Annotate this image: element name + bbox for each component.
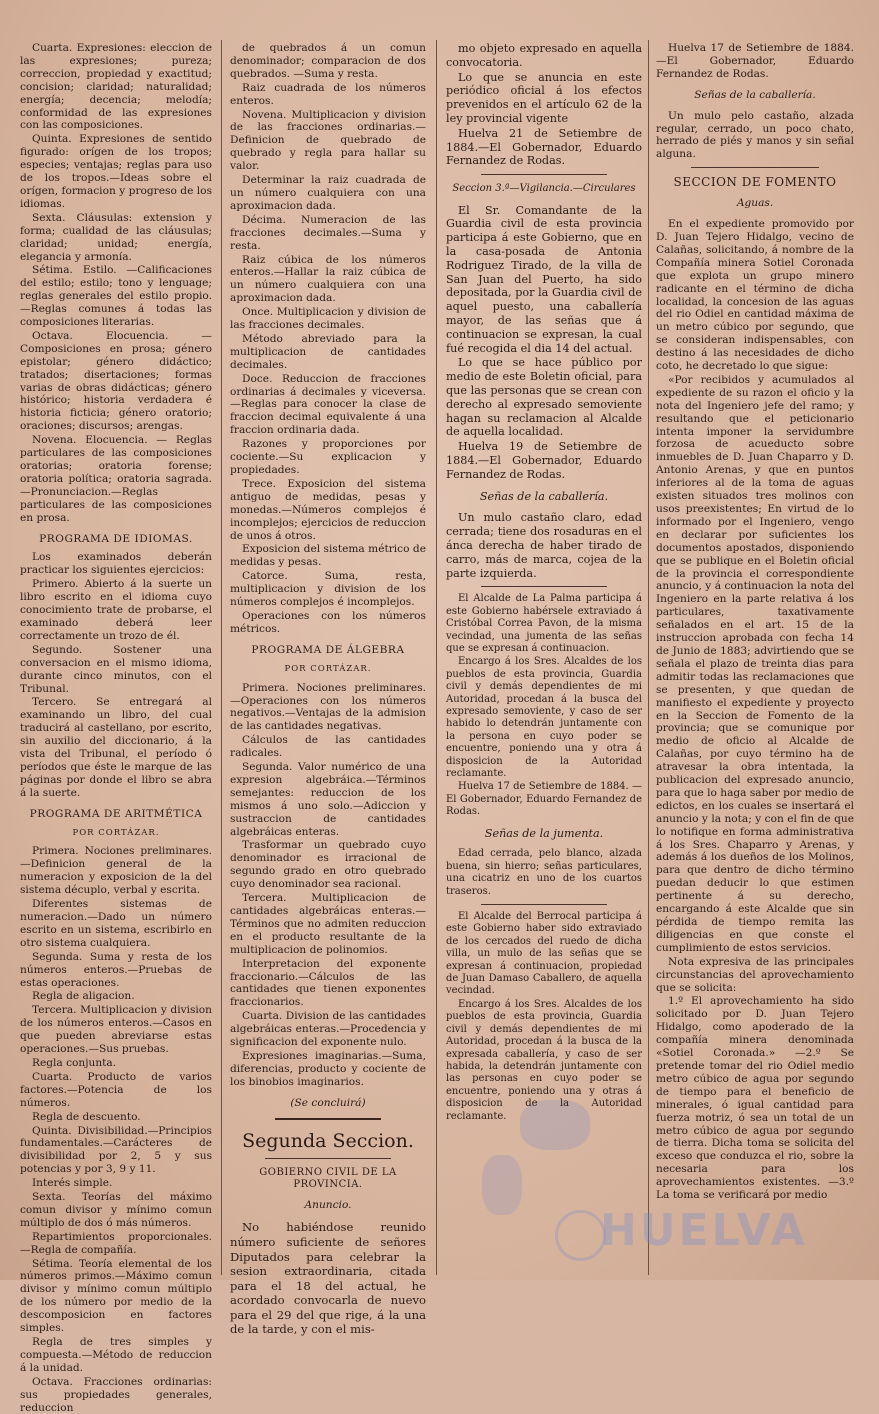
paragraph: Trece. Exposicion del sistema antiguo de medidas, pesas y monedas.—Números complejos é incomplejos; ejercicios de reduccion de unos á otros.	[230, 477, 426, 542]
paragraph: Catorce. Suma, resta, multiplicacion y division de los números complejos é incomplejos.	[230, 570, 426, 609]
section-heading: SECCION DE FOMENTO	[673, 175, 837, 190]
divider	[691, 167, 819, 168]
paragraph: El Sr. Comandante de la Guardia civil de esta provincia participa á este Gobierno, que en la casa-posada de Antonia Rodriguez Tirado, de la villa de San Juan del Puerto, ha sido depositada, por la Guardia civil de aquel puesto, una caballería mayor, de las señas que á continuacion se expresan, la cual fué recogida el dia 14 del actual.	[446, 203, 642, 355]
paragraph: Cálculos de las cantidades radicales.	[230, 734, 426, 760]
column-3	[446, 42, 642, 1277]
paragraph: Los examinados deberán practicar los siguientes ejercicios:	[20, 551, 212, 577]
paragraph: Segundo. Sostener una conversacion en el mismo idioma, durante cinco minutos, con el Tribunal.	[20, 643, 212, 695]
paragraph: Doce. Reduccion de fracciones ordinarias á decimales y viceversa. —Reglas para conocer la clase de fraccion decimal equivalente á una fraccion ordinaria dada.	[230, 372, 426, 437]
paragraph: En el expediente promovido por D. Juan Tejero Hidalgo, vecino de Calañas, solicitando, á nombre de la Compañía minera Sotiel Coronada que explota un grupo minero radicante en el término de dicha localidad, la concesion de las aguas del rio Odiel en cantidad máxima de un metro cúbico por segundo, que se consideran indispensables, con destino á las necesidades de dicho coto, he decretado lo que sigue:	[656, 218, 854, 373]
paragraph: Interés simple.	[32, 1177, 113, 1190]
paragraph: Primera. Nociones preliminares. —Definicion general de la numeracion y exposicion de la del sistema décuplo, verbal y escrita.	[20, 845, 212, 897]
column-1	[20, 42, 212, 1414]
paragraph: Cuarta. Expresiones: eleccion de las expresiones; pureza; correccion, propiedad y exactitud; concision; claridad; naturalidad; energía; decencia; melodía; conformidad de las expresiones con las composiciones.	[20, 42, 212, 132]
paragraph: Huelva 17 de Setiembre de 1884. —El Gobernador, Eduardo Fernandez de Rodas.	[446, 781, 642, 818]
paragraph: mo objeto expresado en aquella convocatoria.	[446, 42, 642, 69]
paragraph: Décima. Numeracion de las fracciones decimales.—Suma y resta.	[230, 213, 426, 252]
paragraph: Novena. Multiplicacion y division de las fracciones ordinarias.—Definicion de quebrado de quebrado y regla para hallar su valor.	[230, 108, 426, 173]
paragraph: Nota expresiva de las principales circunstancias del aprovechamiento que se solicita:	[656, 955, 854, 994]
divider	[275, 1118, 381, 1120]
paragraph: Tercera. Multiplicacion y division de los números enteros.—Casos en que pueden abreviarse estas operaciones.—Sus pruebas.	[20, 1004, 212, 1056]
paragraph: Razones y proporciones por cociente.—Su explicacion y propiedades.	[230, 438, 426, 476]
column-2	[230, 42, 426, 1337]
column-4	[656, 42, 854, 1277]
paragraph: Encargo á los Sres. Alcaldes de los pueblos de esta provincia, Guardia civil y demás dependientes de mi Autoridad, procedan á la busca del expresado semoviente, y caso de ser habido lo detendrán juntamente con la persona en cuyo poder se encuentre, poniendo una y otra á disposicion de la Autoridad reclamante.	[446, 656, 642, 779]
paragraph: Primero. Abierto á la suerte un libro escrito en el idioma cuyo conocimiento trate de probarse, el examinado deberá leer correctamente un trozo de él.	[20, 578, 212, 642]
section-heading: PROGRAMA DE ÁLGEBRA	[251, 643, 405, 656]
paragraph: Huelva 21 de Setiembre de 1884.—El Gobernador, Eduardo Fernandez de Rodas.	[446, 126, 642, 168]
paragraph: Diferentes sistemas de numeracion.—Dado un número escrito en un sistema, escribirlo en otro sistema cualquiera.	[20, 898, 212, 949]
section-heading: PROGRAMA DE IDIOMAS.	[39, 532, 193, 545]
paragraph: Sétima. Estilo. —Calificaciones del estilo; estilo; tono y lenguage; reglas generales del estilo propio.—Reglas comunes á todas las composiciones literarias.	[20, 264, 212, 329]
paragraph: Segunda. Suma y resta de los números enteros.—Pruebas de estas operaciones.	[20, 950, 212, 989]
paragraph: Quinta. Divisibilidad.—Principios fundamentales.—Carácteres de divisibilidad por 2, 5 y sus potencias y por 3, 9 y 11.	[20, 1124, 212, 1176]
paragraph: Raiz cúbica de los números enteros.—Hallar la raiz cúbica de un número cualquiera con una aproximacion dada.	[230, 253, 426, 305]
paragraph: Quinta. Expresiones de sentido figurado: orígen de los tropos; especies; ventajas; reglas para uso de los tropos.—Ideas sobre el orígen, formacion y progreso de los idiomas.	[20, 133, 212, 210]
section-heading: PROGRAMA DE ARITMÉTICA	[29, 807, 203, 820]
paragraph: Primera. Nociones preliminares. —Operaciones con los números negativos.—Ventajas de la admision de las cantidades negativas.	[230, 681, 426, 733]
paragraph: Regla conjunta.	[32, 1056, 117, 1069]
paragraph: Repartimientos proporcionales.—Regla de compañía.	[20, 1230, 212, 1256]
divider	[481, 586, 607, 587]
column-rule	[221, 40, 222, 1275]
divider	[481, 174, 607, 175]
section-subheading: Señas de la caballería.	[694, 88, 816, 101]
paragraph: de quebrados á un comun denominador; comparacion de dos quebrados. —Suma y resta.	[230, 42, 426, 80]
paragraph: Regla de descuento.	[32, 1110, 141, 1123]
paragraph: Once. Multiplicacion y division de las fracciones decimales.	[230, 306, 426, 332]
paragraph: Regla de aligacion.	[32, 990, 135, 1003]
paragraph: Lo que se hace público por medio de este Boletin oficial, para que las personas que se crean con derecho al expresado semoviente hagan su reclamacion al Alcalde de aquella localidad.	[446, 356, 642, 439]
section-subheading: Anuncio.	[304, 1199, 352, 1212]
paragraph: Segunda. Valor numérico de una expresion algebráica.—Términos semejantes: reduccion de los mismos á uno solo.—Adiccion y sustraccion de cantidades algebráicas enteras.	[230, 761, 426, 838]
paragraph: El Alcalde del Berrocal participa á este Gobierno haber sido extraviado de los cercados del ruedo de dicha villa, un mulo de las señas que se expresan á continuacion, propiedad de Juan Damaso Caballero, de aquella vecindad.	[446, 911, 642, 997]
paragraph: «Por recibidos y acumulados al expediente de su razon el oficio y la nota del Ingeniero jefe del ramo; y resultando que el peticionario intenta imponer la servidumbre forzosa de acueducto sobre inmuebles de D. Juan Chaparro y D. Antonio Arenas, y que en puntos inferiores al de la toma de aguas existen situados tres molinos con usos preexistentes; En virtud de lo informado por el Ingeniero, vengo en declarar por suficientes los documentos apostados, disponiendo que se publique en el Boletin oficial de la provincia el correspondiente anuncio, y á continuacion la nota del Ingeniero en la parte relativa á los particulares, taxativamente señalados en el art. 15 de la instruccion aprobada con fecha 14 de Junio de 1883; advirtiendo que se señala el plazo de treinta dias para admitir todas las reclamaciones que se presenten, y que quedan de manifiesto el expediente y proyecto en la Seccion de Fomento de la provincia; que se comunique por medio de oficio al Alcalde de Calañas, por cuyo término ha de atravesar la obra intentada, la publicacion del expresado anuncio, para que lo haga saber por medio de edictos, en los cuales se insertará el anuncio y la nota; y con el fin de que lo notifique en forma administrativa á los Sres. Chaparro y Arenas, y además á los dueños de los Molinos, para que dentro de dicho término puedan deducir lo que estimen pertinente á su derecho, encargando á este Alcalde que sin pérdida de tiempo remita las diligencias en que conste el cumplimiento de estos servicios.	[656, 373, 854, 954]
paragraph: Huelva 17 de Setiembre de 1884. —El Gobernador, Eduardo Fernandez de Rodas.	[656, 42, 854, 80]
column-rule	[648, 40, 649, 1275]
section-subheading: Señas de la jumenta.	[484, 826, 604, 840]
paragraph: Huelva 19 de Setiembre de 1884.—El Gobernador, Eduardo Fernandez de Rodas.	[446, 440, 642, 481]
paragraph: Lo que se anuncia en este periódico oficial á los efectos prevenidos en el artículo 62 de la ley provincial vigente	[446, 70, 642, 125]
continued-note: (Se concluirá)	[290, 1096, 366, 1109]
section-subheading: Señas de la caballería.	[479, 489, 609, 503]
paragraph: Un mulo pelo castaño, alzada regular, cerrado, un poco chato, herrado de piés y manos y sin señal alguna.	[656, 109, 854, 161]
paragraph: El Alcalde de La Palma participa á este Gobierno habérsele extraviado á Cristóbal Correa Pavon, de la misma vecindad, una jumenta de las señas que se expresan á continuacion.	[446, 593, 642, 654]
section-title: Segunda Seccion.	[242, 1129, 414, 1152]
divider	[265, 1158, 391, 1159]
section-subheading: Aguas.	[736, 197, 774, 210]
paragraph: Regla de tres simples y compuesta.—Método de reduccion á la unidad.	[20, 1336, 212, 1374]
paragraph: No habiéndose reunido número suficiente de señores Diputados para celebrar la sesion extraordinaria, citada para el 18 del actual, he acordado convocarla de nuevo para el 29 del que rige, á la una de la tarde, y con el mis-	[230, 1220, 426, 1337]
paragraph: Operaciones con los números métricos.	[230, 609, 426, 635]
paragraph: Cuarta. Producto de varios factores.—Potencia de los números.	[20, 1070, 212, 1109]
paragraph: Interpretacion del exponente fraccionario.—Cálculos de las cantidades que tienen exponentes fraccionarios.	[230, 957, 426, 1009]
paragraph: Raiz cuadrada de los números enteros.	[230, 81, 426, 107]
paragraph: Sexta. Teorías del máximo comun divisor y mínimo comun múltiplo de dos ó más números.	[20, 1191, 212, 1229]
paragraph: Trasformar un quebrado cuyo denominador es irracional de segundo grado en otro quebrado cuyo denominador sea racional.	[230, 839, 426, 891]
watermark: HUELVA	[600, 1205, 808, 1256]
section-subheading: POR CORTÁZAR.	[284, 663, 372, 674]
section-heading: GOBIERNO CIVIL DE LA PROVINCIA.	[259, 1166, 397, 1190]
paragraph: Determinar la raiz cuadrada de un número cualquiera con una aproximacion dada.	[230, 174, 426, 212]
column-rule	[436, 40, 437, 1275]
paragraph: Cuarta. Division de las cantidades algebráicas enteras.—Procedencia y significacion del exponente nulo.	[230, 1010, 426, 1049]
paragraph: Sexta. Cláusulas: extension y forma; cualidad de las cláusulas; claridad; unidad; energía, elegancia y armonía.	[20, 211, 212, 263]
section-heading: Seccion 3.ª—Vigilancia.—Circulares	[452, 183, 636, 195]
watermark-logo-icon	[555, 1210, 606, 1261]
paragraph: Tercera. Multiplicacion de cantidades algebráicas enteras.—Términos que no admiten reduccion en el producto resultante de la multiplicacion de polinomios.	[230, 892, 426, 956]
paragraph: Expresiones imaginarias.—Suma, diferencias, producto y cociente de los binobios imaginarios.	[230, 1049, 426, 1088]
paragraph: 1.º El aprovechamiento ha sido solicitado por D. Juan Tejero Hidalgo, como apoderado de la compañía minera denominada «Sotiel Coronada.» —2.º Se pretende tomar del rio Odiel medio metro cúbico de agua por segundo de tiempo para el beneficio de minerales, ó igual cantidad para fuerza motriz, ó sea un total de un metro cúbico de agua por segundo de tierra. Dicha toma se solicita del exceso que conduzca el rio, sobre la necesaria para los aprovechamientos existentes. —3.º La toma se verificará por medio	[656, 995, 854, 1202]
paragraph: Edad cerrada, pelo blanco, alzada buena, sin hierro; señas particulares, una cicatriz en uno de los cuartos traseros.	[446, 848, 642, 897]
paragraph: Exposicion del sistema métrico de medidas y pesas.	[230, 543, 426, 569]
paragraph: Un mulo castaño claro, edad cerrada; tiene dos rosaduras en el ánca derecha de haber tirado de carro, más de marca, cojea de la parte izquierda.	[446, 511, 642, 580]
paragraph: Encargo á los Sres. Alcaldes de los pueblos de esta provincia, Guardia civil y demás dependientes de mi Autoridad, procedan á la busca de la expresada caballería, y caso de ser habida, la detendrán juntamente con las personas en cuyo poder se encuentre, poniendo una y otras á disposicion de la Autoridad reclamante.	[446, 998, 642, 1122]
section-subheading: POR CORTÁZAR.	[72, 827, 160, 838]
paragraph: Octava. Fracciones ordinarias: sus propiedades generales, reduccion	[20, 1375, 212, 1414]
divider	[481, 904, 607, 905]
paragraph: Método abreviado para la multiplicacion de cantidades decimales.	[230, 332, 426, 371]
paragraph: Octava. Elocuencia. —Composiciones en prosa; género epistolar; género didáctico; tratados; disertaciones; formas varias de obras didácticas; género histórico; historia verdadera é historia ficticia; género oratorio; oraciones; discursos; arengas.	[20, 329, 212, 433]
paragraph: Novena. Elocuencia. — Reglas particulares de las composiciones oratorias; oratoria forense; oratoria política; oratoria sagrada.—Pronunciacion.—Reglas particulares de las composiciones en prosa.	[20, 434, 212, 524]
paragraph: Sétima. Teoría elemental de los números primos.—Máximo comun divisor y mínimo comun múltiplo de los número por medio de la descomposicion en factores simples.	[20, 1257, 212, 1335]
paragraph: Tercero. Se entregará al examinando un libro, del cual traducirá al castellano, por escrito, sin auxilio del diccionario, á la vista del Tribunal, el período ó períodos que éste le marque de las páginas por donde el libro se abra á la suerte.	[20, 696, 212, 799]
